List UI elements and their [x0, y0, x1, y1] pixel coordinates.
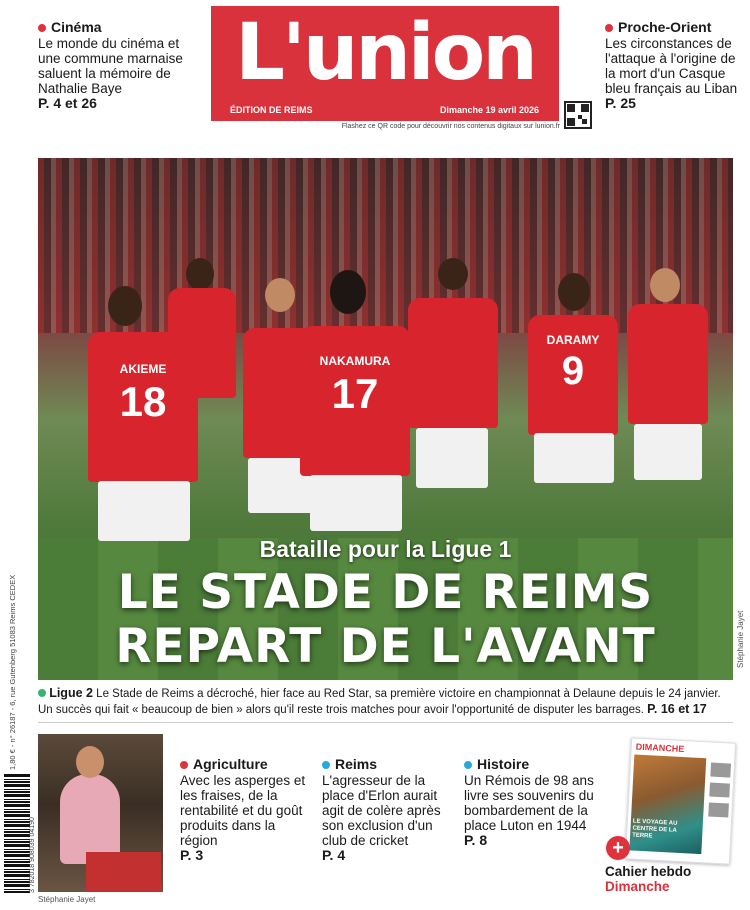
- teaser-pages: P. 25: [605, 95, 636, 111]
- cahier-title: Cahier hebdo: [605, 864, 692, 879]
- legal-mention: 1,80 € - n° 26187 - 6, rue Gutenberg 51083 Reims CEDEX: [8, 574, 17, 770]
- teaser-pages: P. 3: [180, 847, 204, 863]
- bullet-icon: [180, 761, 188, 769]
- qr-note: Flashez ce QR code pour découvrir nos contenus digitaux sur lunion.fr: [341, 123, 560, 130]
- agriculture-photo[interactable]: [38, 734, 163, 892]
- magazine-thumb: [709, 783, 730, 798]
- divider: [38, 722, 733, 723]
- magazine-cover-text: LE VOYAGE AU CENTRE DE LA TERRE: [631, 818, 678, 840]
- agriculture-photo-credit: Stéphanie Jayet: [38, 895, 96, 904]
- teaser-text: Les circonstances de l'attaque à l'origine de la mort d'un Casque bleu français au Liban: [605, 36, 738, 96]
- player-name: DARAMY: [546, 333, 600, 347]
- headline-line-1: LE STADE DE REIMS: [117, 565, 654, 620]
- magazine-thumb: [710, 763, 731, 778]
- teaser-category: Cinéma: [51, 19, 102, 35]
- qr-code-icon[interactable]: [564, 101, 592, 129]
- teaser-agriculture[interactable]: [180, 757, 315, 863]
- plus-icon: +: [606, 836, 630, 860]
- headline-line-2: REPART DE L'AVANT: [115, 619, 656, 674]
- person-figure: [60, 774, 120, 864]
- teaser-histoire[interactable]: [464, 757, 596, 848]
- teaser-category: Reims: [335, 756, 378, 772]
- player-number: 9: [561, 349, 585, 393]
- stadium-crowd: [38, 158, 733, 333]
- magazine-cover[interactable]: [625, 737, 736, 864]
- magazine-cover-title: DIMANCHE: [635, 741, 685, 755]
- teaser-text: L'agresseur de la place d'Erlon aurait agit de colère après son exclusion d'un club de cricket: [322, 773, 441, 848]
- teaser-pages: P. 4: [322, 847, 346, 863]
- teaser-proche-orient[interactable]: [605, 20, 745, 111]
- teaser-text: Un Rémois de 98 ans livre ses souvenirs du bombardement de la place Luton en 1944: [464, 773, 594, 833]
- player-name: NAKAMURA: [319, 354, 391, 368]
- player-name: AKIEME: [119, 362, 167, 376]
- lead-text: Le Stade de Reims a décroché, hier face au Red Star, sa première victoire en championnat à Delaune depuis le 24 janvier. Un succès qui fait « beaucoup de bien » alors qu'il reste trois matches pour avoir l'opportunité de disputer les barrages.: [38, 688, 721, 716]
- bullet-icon: [322, 761, 330, 769]
- masthead[interactable]: [211, 6, 559, 121]
- lead-category: Ligue 2: [49, 686, 93, 700]
- player-number: 18: [119, 378, 167, 425]
- teaser-cinema[interactable]: [38, 20, 203, 111]
- issue-date: Dimanche 19 avril 2026: [439, 105, 539, 115]
- lead-article[interactable]: [38, 686, 733, 718]
- teaser-text: Le monde du cinéma et une commune marnaise saluent la mémoire de Nathalie Baye: [38, 36, 183, 96]
- cahier-subtitle: Dimanche: [605, 879, 670, 894]
- teaser-category: Proche-Orient: [618, 19, 712, 35]
- teaser-category: Agriculture: [193, 756, 268, 772]
- person-head: [76, 746, 104, 778]
- barcode: [4, 773, 30, 893]
- teaser-category: Histoire: [477, 756, 530, 772]
- crate: [86, 852, 161, 892]
- player-number: 17: [331, 370, 379, 417]
- teaser-pages: P. 8: [464, 832, 488, 848]
- bullet-icon: [605, 24, 613, 32]
- bullet-icon: [38, 24, 46, 32]
- bullet-icon: [464, 761, 472, 769]
- cover-photo[interactable]: [38, 158, 733, 680]
- barcode-number: 3 782018 908039 04190: [29, 817, 36, 893]
- newspaper-logo: L'union: [235, 8, 535, 98]
- cahier-hebdo[interactable]: [605, 864, 691, 894]
- edition-label: ÉDITION DE REIMS: [230, 105, 313, 115]
- cover-headline[interactable]: [38, 566, 733, 674]
- teaser-text: Avec les asperges et les fraises, de la rentabilité et du goût produits dans la région: [180, 773, 306, 848]
- cover-photo-credit: Stéphanie Jayet: [736, 610, 745, 668]
- teaser-reims[interactable]: [322, 757, 457, 863]
- magazine-thumb: [708, 802, 729, 817]
- cover-kicker: Bataille pour la Ligue 1: [259, 536, 512, 562]
- lead-pages: P. 16 et 17: [647, 702, 707, 716]
- bullet-icon: [38, 689, 46, 697]
- teaser-pages: P. 4 et 26: [38, 95, 97, 111]
